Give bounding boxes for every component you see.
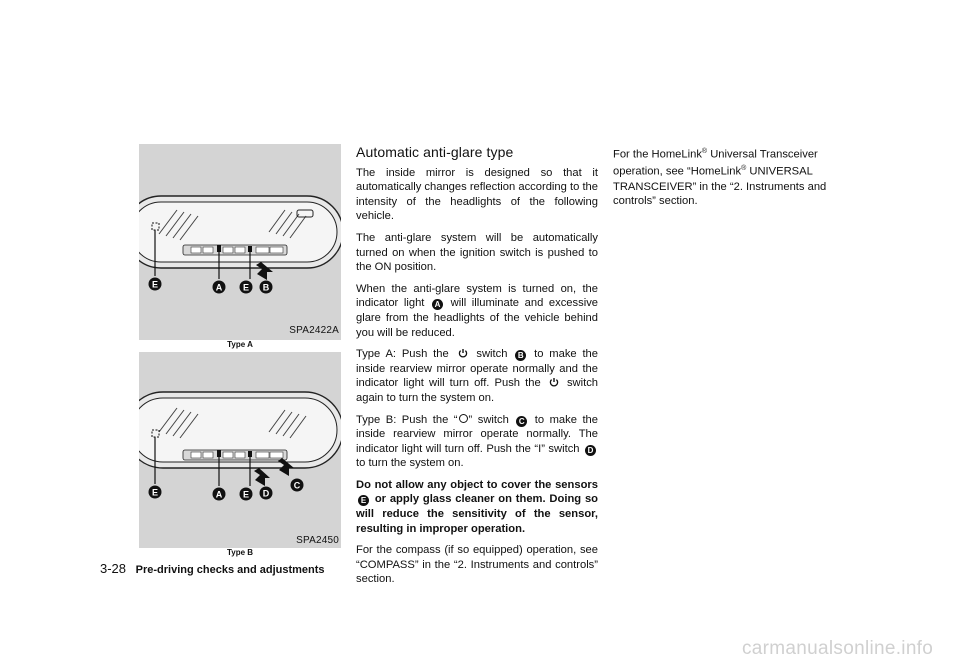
- article-column-right: [613, 145, 853, 216]
- paragraph-type-b: Type B: Push the “ ” switch C to make the inside rearview mirror operate normally. The indicator light will turn off. Push the “I” switch D to turn the system on.: [356, 413, 598, 470]
- paragraph-activation: The anti-glare system will be automatically turned on when the ignition switch is pushed to the ON position.: [356, 231, 598, 274]
- power-icon: [458, 348, 468, 358]
- callout-b-inline: B: [515, 350, 526, 361]
- figure-type-b: [139, 352, 341, 548]
- figure-type-a: [139, 144, 341, 340]
- callout-e-left: E: [151, 487, 159, 498]
- paragraph-indicator: When the anti-glare system is turned on, the indicator light A will illuminate and excessive glare from the headlights of the vehicle behind you will be reduced.: [356, 282, 599, 339]
- figure-caption-b: Type B: [226, 548, 254, 557]
- power-icon: [549, 377, 559, 387]
- site-watermark: carmanualsonline.info: [742, 638, 934, 659]
- callout-e-inline: E: [358, 495, 369, 506]
- section-name: Pre-driving checks and adjustments: [135, 564, 325, 576]
- off-ring-icon: [459, 414, 468, 423]
- paragraph-type-a: Type A: Push the switch B to make the inside rearview mirror operate normally and the indicator light will turn off. Push the switch again to turn the system on.: [356, 348, 599, 404]
- figure-caption-a: Type A: [227, 340, 253, 349]
- page-footer: [100, 561, 325, 576]
- callout-e-right: E: [242, 282, 250, 293]
- paragraph-compass: For the compass (if so equipped) operation, see “COMPASS” in the “2. Instruments and controls” section.: [356, 544, 598, 586]
- callout-a: A: [215, 282, 223, 293]
- page-number: 3-28: [100, 561, 127, 576]
- paragraph-intro: The inside mirror is designed so that it automatically changes reflection according to the intensity of the headlights of the following vehicle.: [356, 166, 598, 223]
- figure-code-a: SPA2422A: [289, 325, 339, 336]
- callout-b: B: [262, 282, 270, 293]
- figure-code-b: SPA2450: [296, 535, 339, 546]
- section-heading: Automatic anti-glare type: [356, 144, 514, 160]
- mirror-illustration-type-a: [139, 144, 341, 340]
- callout-c: C: [293, 480, 301, 491]
- paragraph-homelink: For the HomeLink® Universal Transceiver operation, see “HomeLink® UNIVERSAL TRANSCEIVER” in the “2. Instruments and controls” section.: [613, 148, 827, 208]
- article-column-middle: [356, 145, 598, 594]
- callout-e-right: E: [242, 489, 250, 500]
- callout-d: D: [262, 488, 270, 499]
- callout-a: A: [215, 489, 223, 500]
- mirror-illustration-type-b: [139, 352, 341, 548]
- callout-e-left: E: [151, 279, 159, 290]
- callout-a-inline: A: [432, 299, 443, 310]
- callout-c-inline: C: [516, 416, 527, 427]
- callout-d-inline: D: [585, 445, 596, 456]
- warning-paragraph: Do not allow any object to cover the sensors E or apply glass cleaner on them. Doing so will reduce the sensitivity of the sensor, resulting in improper operation.: [356, 478, 598, 535]
